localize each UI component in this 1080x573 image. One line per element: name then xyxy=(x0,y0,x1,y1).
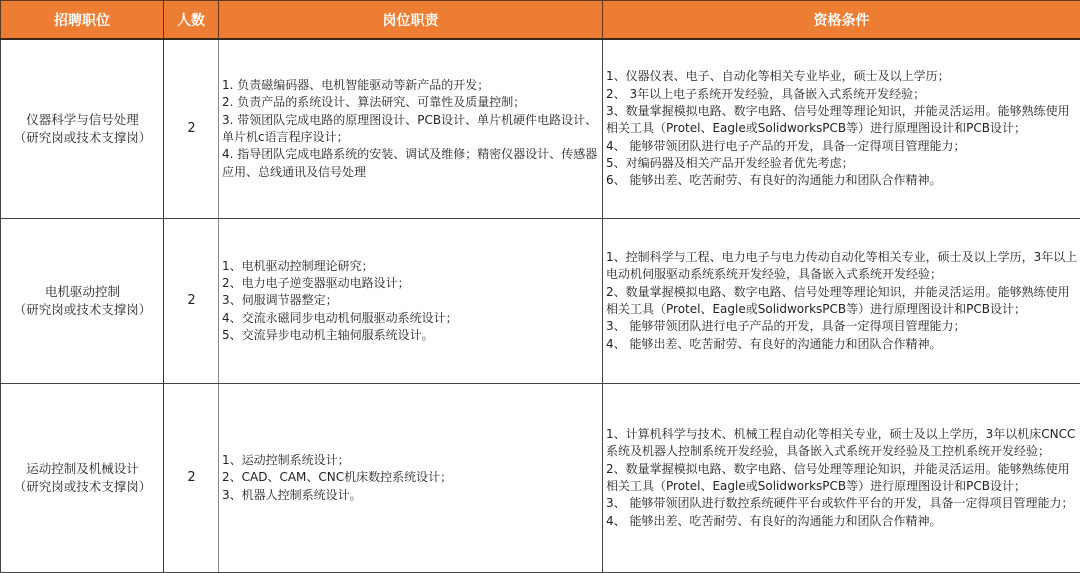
header-row xyxy=(1,1,1080,40)
duty-item: 3. 带领团队完成电路的原理图设计、PCB设计、单片机硬件电路设计、单片机c语言程序设计； xyxy=(222,112,600,147)
position-cell xyxy=(1,384,164,573)
requirement-item: 2、数量掌握模拟电路、数字电路、信号处理等理论知识，并能灵活运用。能够熟练使用相关工具（Protel、Eagle或SolidworksPCB等）进行原理图设计和PCB设计； xyxy=(606,284,1078,319)
position-cell xyxy=(1,39,164,219)
requirement-item: 1、控制科学与工程、电力电子与电力传动自动化等相关专业，硕士及以上学历，3年以上电动机伺服驱动系统系统开发经验，具备嵌入式系统开发经验； xyxy=(606,249,1078,284)
requirements-cell xyxy=(603,39,1080,219)
requirement-item: 1、计算机科学与技术、机械工程自动化等相关专业，硕士及以上学历，3年以机床CNCC系统及机器人控制系统开发经验，具备嵌入式系统开发经验及工控机系统开发经验； xyxy=(606,426,1078,461)
requirement-item: 3、数量掌握模拟电路、数字电路、信号处理等理论知识，并能灵活运用。能够熟练使用相关工具（Protel、Eagle或SolidworksPCB等）进行原理图设计和PCB设计； xyxy=(606,103,1078,138)
requirement-item: 6、 能够出差、吃苦耐劳、有良好的沟通能力和团队合作精神。 xyxy=(606,172,1078,189)
requirement-item: 3、 能够带领团队进行数控系统硬件平台或软件平台的开发，具备一定得项目管理能力； xyxy=(606,495,1078,512)
header-count: 人数 xyxy=(164,1,219,40)
duty-item: 3、机器人控制系统设计。 xyxy=(222,487,600,504)
requirement-item: 1、仪器仪表、电子、自动化等相关专业毕业，硕士及以上学历； xyxy=(606,68,1078,85)
table-row xyxy=(1,219,1080,384)
header-requirements: 资格条件 xyxy=(603,1,1080,40)
duty-item: 1. 负责磁编码器、电机智能驱动等新产品的开发； xyxy=(222,77,600,94)
requirement-item: 4、 能够出差、吃苦耐劳、有良好的沟通能力和团队合作精神。 xyxy=(606,336,1078,353)
requirement-item: 4、 能够带领团队进行电子产品的开发，具备一定得项目管理能力； xyxy=(606,138,1078,155)
requirement-item: 2、数量掌握模拟电路、数字电路、信号处理等理论知识，并能灵活运用。能够熟练使用相关工具（Protel、Eagle或SolidworksPCB等）进行原理图设计和PCB设计； xyxy=(606,461,1078,496)
count-cell: 2 xyxy=(164,219,219,384)
duty-item: 3、伺服调节器整定； xyxy=(222,292,600,309)
duty-item: 4. 指导团队完成电路系统的安装、调试及维修；精密仪器设计、传感器应用、总线通讯及信号处理 xyxy=(222,146,600,181)
duties-cell xyxy=(219,39,603,219)
position-title: 仪器科学与信号处理 xyxy=(4,111,161,129)
duty-item: 1、运动控制系统设计； xyxy=(222,452,600,469)
requirement-item: 3、 能够带领团队进行电子产品的开发，具备一定得项目管理能力； xyxy=(606,318,1078,335)
requirements-cell xyxy=(603,384,1080,573)
requirement-item: 4、 能够出差、吃苦耐劳、有良好的沟通能力和团队合作精神。 xyxy=(606,513,1078,530)
header-position: 招聘职位 xyxy=(1,1,164,40)
duties-cell xyxy=(219,384,603,573)
position-type: （研究岗或技术支撑岗） xyxy=(4,129,161,147)
table-row xyxy=(1,39,1080,219)
position-title: 运动控制及机械设计 xyxy=(4,460,161,478)
duty-item: 4、交流永磁同步电动机伺服驱动系统设计； xyxy=(222,310,600,327)
requirement-item: 2、 3年以上电子系统开发经验，具备嵌入式系统开发经验； xyxy=(606,86,1078,103)
position-type: （研究岗或技术支撑岗） xyxy=(4,301,161,319)
duties-cell xyxy=(219,219,603,384)
count-cell: 2 xyxy=(164,39,219,219)
table-row xyxy=(1,384,1080,573)
duty-item: 2、电力电子逆变器驱动电路设计； xyxy=(222,275,600,292)
requirement-item: 5、对编码器及相关产品开发经验者优先考虑； xyxy=(606,155,1078,172)
count-cell: 2 xyxy=(164,384,219,573)
duty-item: 2. 负责产品的系统设计、算法研究、可靠性及质量控制； xyxy=(222,94,600,111)
header-duties: 岗位职责 xyxy=(219,1,603,40)
position-type: （研究岗或技术支撑岗） xyxy=(4,478,161,496)
requirements-cell xyxy=(603,219,1080,384)
duty-item: 1、电机驱动控制理论研究； xyxy=(222,258,600,275)
position-title: 电机驱动控制 xyxy=(4,283,161,301)
duty-item: 5、交流异步电动机主轴伺服系统设计。 xyxy=(222,327,600,344)
position-cell xyxy=(1,219,164,384)
duty-item: 2、CAD、CAM、CNC机床数控系统设计； xyxy=(222,469,600,486)
